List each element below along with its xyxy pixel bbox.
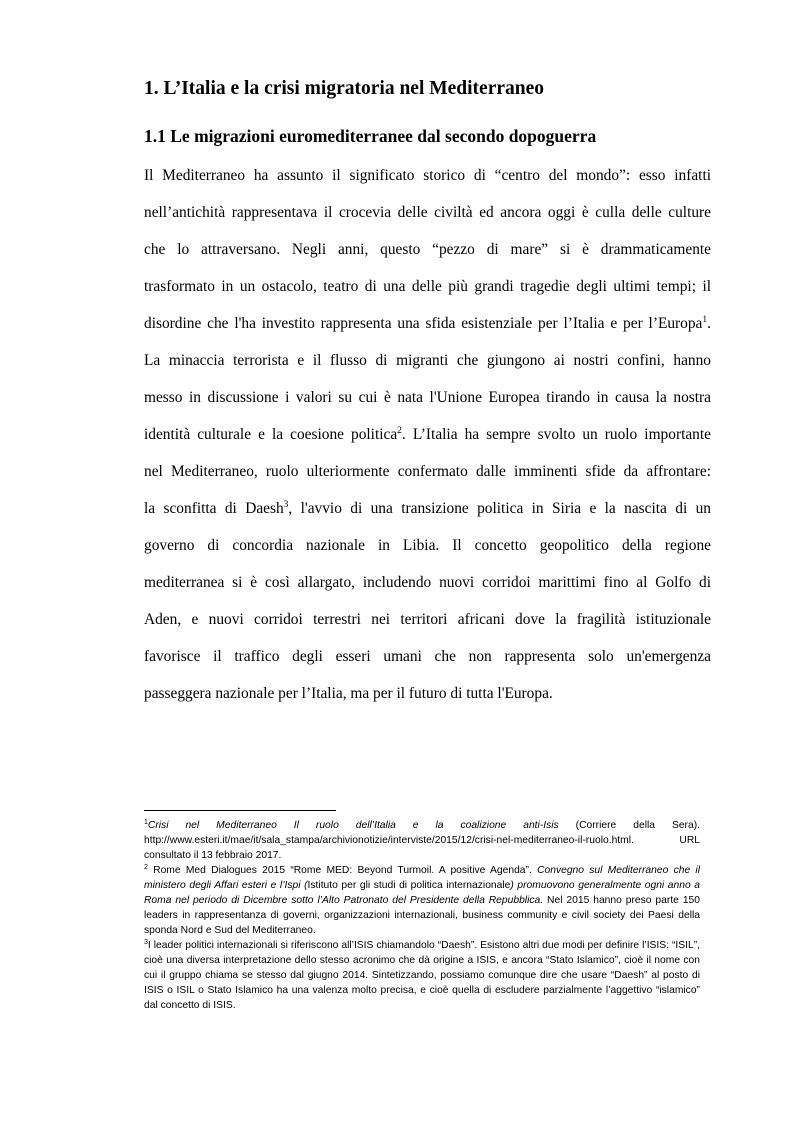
- body-line: nell’antichità rappresentava il crocevia delle civiltà ed ancora oggi è culla delle culture: [144, 204, 711, 221]
- footnote-ref-2[interactable]: 2: [397, 426, 402, 436]
- footnote-ref-3[interactable]: 3: [283, 500, 289, 510]
- body-line: nel Mediterraneo, ruolo ulteriormente confermato dalle imminenti sfide da affrontare:: [144, 463, 711, 480]
- footnote-2: [144, 863, 700, 938]
- chapter-heading: 1. L’Italia e la crisi migratoria nel Mediterraneo: [144, 78, 545, 99]
- body-line: [144, 497, 711, 534]
- body-text: identità culturale e la coesione politica: [144, 426, 398, 443]
- body-line: La minaccia terrorista e il flusso di migranti che giungono ai nostri confini, hanno: [144, 352, 711, 369]
- body-line: Aden, e nuovi corridoi terrestri nei territori africani dove la fragilità istituzionale: [144, 611, 711, 628]
- body-text: la sconfitta di Daesh: [144, 500, 284, 517]
- section-heading: 1.1 Le migrazioni euromediterranee dal secondo dopoguerra: [144, 126, 597, 146]
- footnote-text: Istituto per gli studi di politica internazionale: [307, 880, 511, 891]
- footnote-1: [144, 818, 700, 863]
- body-text: , l'avvio di una transizione politica in Siria e la nascita di un: [288, 500, 711, 517]
- footnote-number: 1: [144, 819, 148, 826]
- body-line: che lo attraversano. Negli anni, questo “pezzo di mare” si è drammaticamente: [144, 241, 711, 258]
- body-line: governo di concordia nazionale in Libia. Il concetto geopolitico della regione: [144, 537, 711, 554]
- footnote-title: Crisi nel Mediterraneo Il ruolo dell’Italia e la coalizione anti-Isis: [147, 820, 559, 831]
- body-line: mediterranea si è così allargato, includendo nuovi corridoi marittimi fino al Golfo di: [144, 574, 711, 591]
- body-line: passeggera nazionale per l’Italia, ma per il futuro di tutta l'Europa.: [144, 685, 553, 702]
- footnote-text: (Corriere della Sera). http://www.esteri.it/mae/it/sala_stampa/archivionotizie/interviste/2015/12/crisi-nel-mediterraneo-il-ruolo.html. URL consultato il 13 febbraio 2017.: [144, 820, 701, 861]
- body-paragraph: [144, 164, 711, 719]
- footnote-number: 3: [144, 939, 148, 946]
- footnote-text-italic: ) promuovono generalmente ogni anno a Roma nel periodo di Dicembre sotto l’Alto Patronato del Presidente della Repubblica.: [144, 880, 700, 906]
- footnote-separator: [144, 810, 336, 811]
- body-text: .: [707, 315, 711, 332]
- body-line: [144, 423, 711, 460]
- footnotes: [144, 818, 700, 1013]
- footnote-text: Nel 2015 hanno preso parte 150 leaders in rappresentanza di governi, organizzazioni internazionali, business community e civil society dei Paesi della sponda Nord e Sud del Mediterraneo.: [144, 895, 701, 936]
- body-line: trasformato in un ostacolo, teatro di una delle più grandi tragedie degli ultimi tempi; il: [144, 278, 711, 295]
- footnote-3: [144, 938, 700, 1013]
- body-line: messo in discussione i valori su cui è nata l'Unione Europea tirando in causa la nostra: [144, 389, 711, 406]
- footnote-text: I leader politici internazionali si riferiscono all’ISIS chiamandolo “Daesh”. Esistono altri due modi per definire l’ISIS: “ISIL”, cioè una diversa interpretazione dello stesso acronimo che dà origine a ISIS, e ancora “Stato Islamico”, cioè il nome con cui il gruppo chiama se stesso dal giugno 2014. Sintetizzando, possiamo comunque dire che usare “Daesh” al posto di ISIS o ISIL o Stato Islamico ha una valenza molto precisa, e cioè quella di escludere parzialmente l’aggettivo “islamico” dal concetto di ISIS.: [144, 940, 700, 1011]
- footnote-number: 2: [144, 864, 148, 871]
- body-text: disordine che l'ha investito rappresenta una sfida esistenziale per l’Italia e per l’Europa: [144, 315, 703, 332]
- footnote-ref-1[interactable]: 1: [702, 315, 708, 325]
- body-line: Il Mediterraneo ha assunto il significato storico di “centro del mondo”: esso infatti: [144, 167, 711, 184]
- body-text: . L’Italia ha sempre svolto un ruolo importante: [401, 426, 711, 443]
- footnote-text-italic: Convegno sul Mediterraneo che il ministero degli Affari esteri e l’Ispi (: [144, 865, 700, 891]
- body-line: [144, 312, 711, 349]
- footnote-text: Rome Med Dialogues 2015 “Rome MED: Beyond Turmoil. A positive Agenda”.: [147, 865, 538, 876]
- body-line: favorisce il traffico degli esseri umani che non rappresenta solo un'emergenza: [144, 648, 711, 665]
